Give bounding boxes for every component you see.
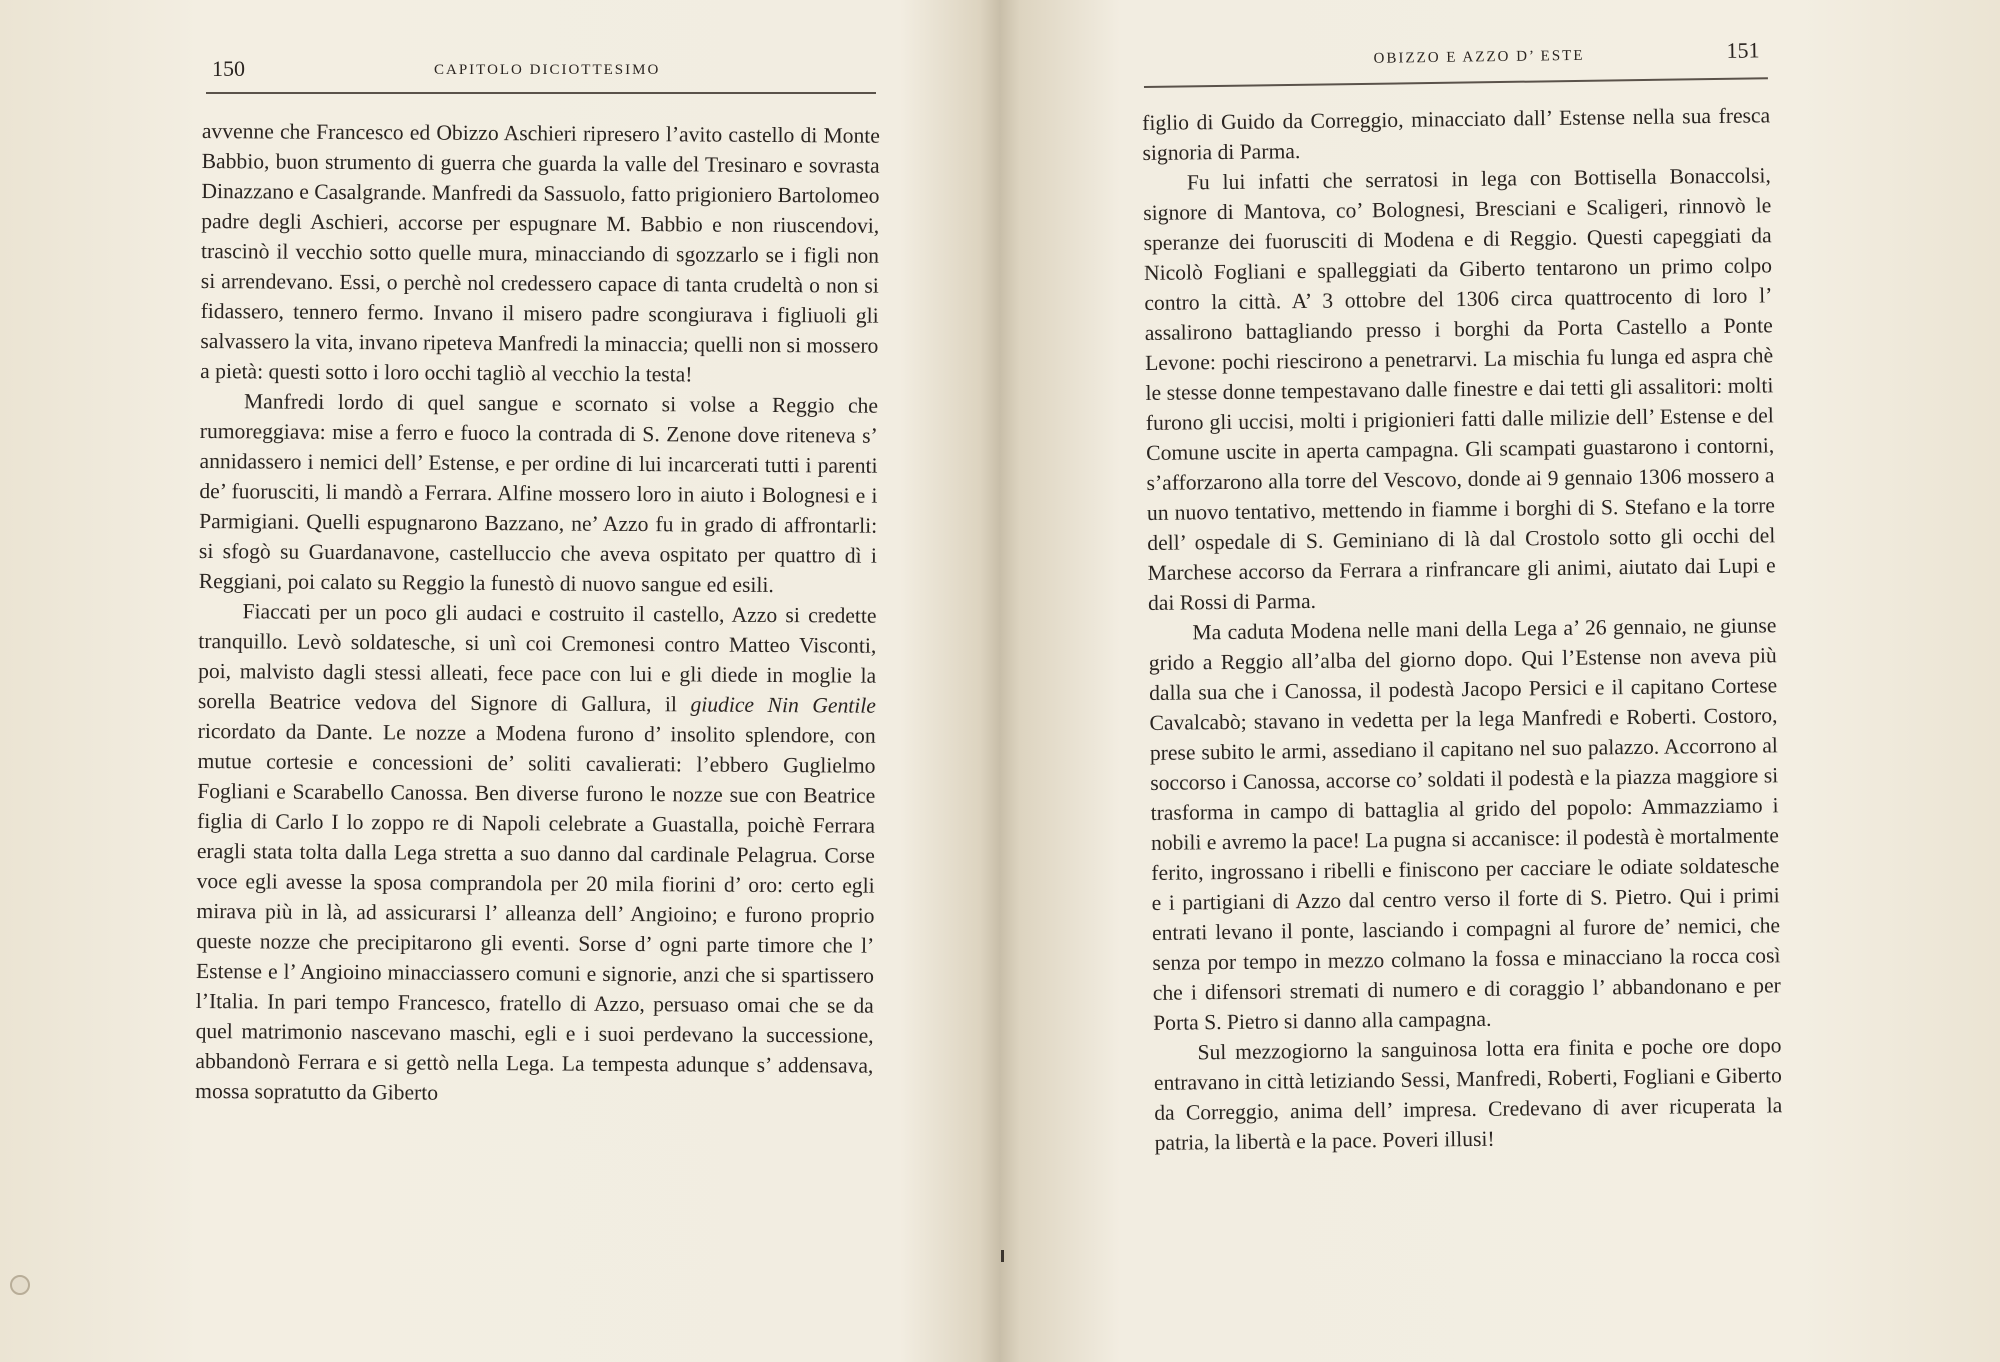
right-page	[1002, 0, 2000, 1362]
right-running-head: OBIZZO E AZZO D’ ESTE	[1373, 47, 1585, 67]
right-page-header	[1143, 37, 1768, 88]
right-page-number: 151	[1726, 37, 1760, 63]
left-running-head: CAPITOLO DICIOTTESIMO	[434, 62, 661, 78]
left-page-text	[195, 116, 880, 1111]
left-paragraph-3-end: ricordato da Dante. Le nozze a Modena furono d’ insolito splendore, con mutue cortesie e concessioni de’ soliti cavalierati: l’ebbero Guglielmo Fogliani e Scarabello Canossa. Ben diverse furono le nozze sue con Beatrice figlia di Carlo I lo zoppo re di Napoli celebrate a Guastalla, poichè Ferrara eragli stata tolta dalla Lega stretta a suo danno dal cardinale Pelagrua. Corse voce egli avesse la sposa comprandola per 20 mila fiorini d’ oro: certo egli mirava più in là, ad assicurarsi l’ alleanza dell’ Angioino; e furono proprio queste nozze che precipitarono gli eventi. Sorse d’ ogni parte timore che l’ Estense e l’ Angioino minacciassero comuni e signorie, anzi che si spartissero l’Italia. In pari tempo Francesco, fratello di Azzo, persuaso omai che se da quel matrimonio nascevano maschi, egli e i suoi perdevano la successione, abbandonò Ferrara e si gettò nella Lega. La tempesta adunque s’ addensava, mossa sopratutto da Giberto	[195, 718, 876, 1105]
left-paragraph-2: Manfredi lordo di quel sangue e scornato si volse a Reggio che rumoreggiava: mise a ferro e fuoco la contrada di S. Zenone dove riteneva s’ annidassero i nemici dell’ Estense, e per ordine di lui incarcerati tutti i parenti de’ fuorusciti, li mandò a Ferrara. Alfine mossero loro in aiuto i Bolognesi e i Parmigiani. Quelli espugnarono Bazzano, ne’ Azzo fu in grado di affrontarli: si sfogò su Guardanavone, castelluccio che aveva ospitato per quattro dì i Reggiani, poi calato su Reggio la funestò di nuovo sangue ed esili.	[198, 389, 879, 598]
left-page-header	[206, 52, 876, 94]
right-paragraph-1: figlio di Guido da Correggio, minacciato dall’ Estense nella sua fresca signoria di Parma.	[1142, 103, 1771, 165]
left-paragraph-3-start: Fiaccati per un poco gli audaci e costruito il castello, Azzo si credette tranquillo. Levò soldatesche, si unì coi Cremonesi contro Matteo Visconti, poi, malvisto dagli stessi alleati, fece pace con lui e gli diede in moglie la sorella Beatrice vedova del Signore di Gallura, il	[197, 599, 877, 717]
right-page-text	[1142, 100, 1783, 1158]
page-edge-dot	[10, 1275, 30, 1295]
right-paragraph-4: Sul mezzogiorno la sanguinosa lotta era finita e poche ore dopo entravano in città letiziando Sessi, Manfredi, Roberti, Fogliani e Giberto da Correggio, anima dell’ impresa. Credevano di aver ricuperata la patria, la libertà e la pace. Poveri illusi!	[1153, 1033, 1783, 1155]
right-paragraph-3: Ma caduta Modena nelle mani della Lega a’ 26 gennaio, ne giunse grido a Reggio all’alba del giorno dopo. Qui l’Estense non aveva più dalla sua che i Canossa, il podestà Jacopo Persici e il capitano Cortese Cavalcabò; stavano in vedetta per la lega Manfredi e Roberti. Costoro, prese subito le armi, assediano il capitano nel suo palazzo. Accorrono al soccorso i Canossa, accorse co’ soldati il podestà e la piazza maggiore si trasforma in campo di battaglia al grido del popolo: Ammazziamo i nobili e avremo la pace! La pugna si accanisce: il podestà è mortalmente ferito, ingrossano i ribelli e finiscono per cacciare le odiate soldatesche e i partigiani di Azzo dal centro verso il forte di S. Pietro. Qui i primi entrati levano il ponte, lasciando i compagni al furore de’ nemici, che senza por tempo in mezzo colmano la fossa e minacciano la rocca così che i difensori stremati di numero e di coraggio l’ abbandonano e per Porta S. Pietro si danno alla campagna.	[1148, 613, 1781, 1035]
left-paragraph-3	[195, 596, 877, 1111]
right-paragraph-2: Fu lui infatti che serratosi in lega con Bottisella Bonaccolsi, signore di Mantova, co’ Bolognesi, Bresciani e Scaligeri, rinnovò le speranze dei fuorusciti di Modena e di Reggio. Questi capeggiati da Nicolò Fogliani e spalleggiati da Giberto tentarono un primo colpo contro la città. A’ 3 ottobre del 1306 circa quattrocento di loro l’ assalirono battagliando presso i borghi da Porta Castello a Ponte Levone: pochi riescirono a penetrarvi. La mischia fu lunga ed aspra chè le stesse donne tempestavano dalle finestre e dai tetti gli assalitori: molti furono gli uccisi, molti i prigionieri fatti dalle milizie dell’ Estense e del Comune uscite in aperta campagna. Gli scampati guastarono i contorni, s’afforzarono alla torre del Vescovo, donde ai 9 gennaio 1306 mossero a un nuovo tentativo, mettendo in fiamme i borghi di S. Stefano e la torre dell’ ospedale di S. Geminiano di là dal Crostolo sotto gli occhi del Marchese accorso da Ferrara a rinfrancare gli animi, aiutato dai Lupi e dai Rossi di Parma.	[1143, 163, 1776, 615]
left-paragraph-1: avvenne che Francesco ed Obizzo Aschieri ripresero l’avito castello di Monte Babbio, buon strumento di guerra che guarda la valle del Tresinaro e sovrasta Dinazzano e Casalgrande. Manfredi da Sassuolo, fatto prigioniero Bartolomeo padre degli Aschieri, accorse per espugnare M. Babbio e non riuscendovi, trascinò il vecchio sotto quelle mura, minacciando di sgozzarlo se i figli non si arrendevano. Essi, o perchè nol credessero capace di tanta crudeltà o non si fidassero, tennero fermo. Invano il misero padre scongiurava i figliuoli gli salvassero la vita, invano ripeteva Manfredi la minaccia; quelli non si mossero a pietà: questi sotto i loro occhi tagliò al vecchio la testa!	[200, 118, 880, 387]
left-page	[0, 0, 998, 1362]
italic-quote: giudice Nin Gentile	[690, 692, 876, 718]
left-page-number: 150	[212, 56, 245, 81]
